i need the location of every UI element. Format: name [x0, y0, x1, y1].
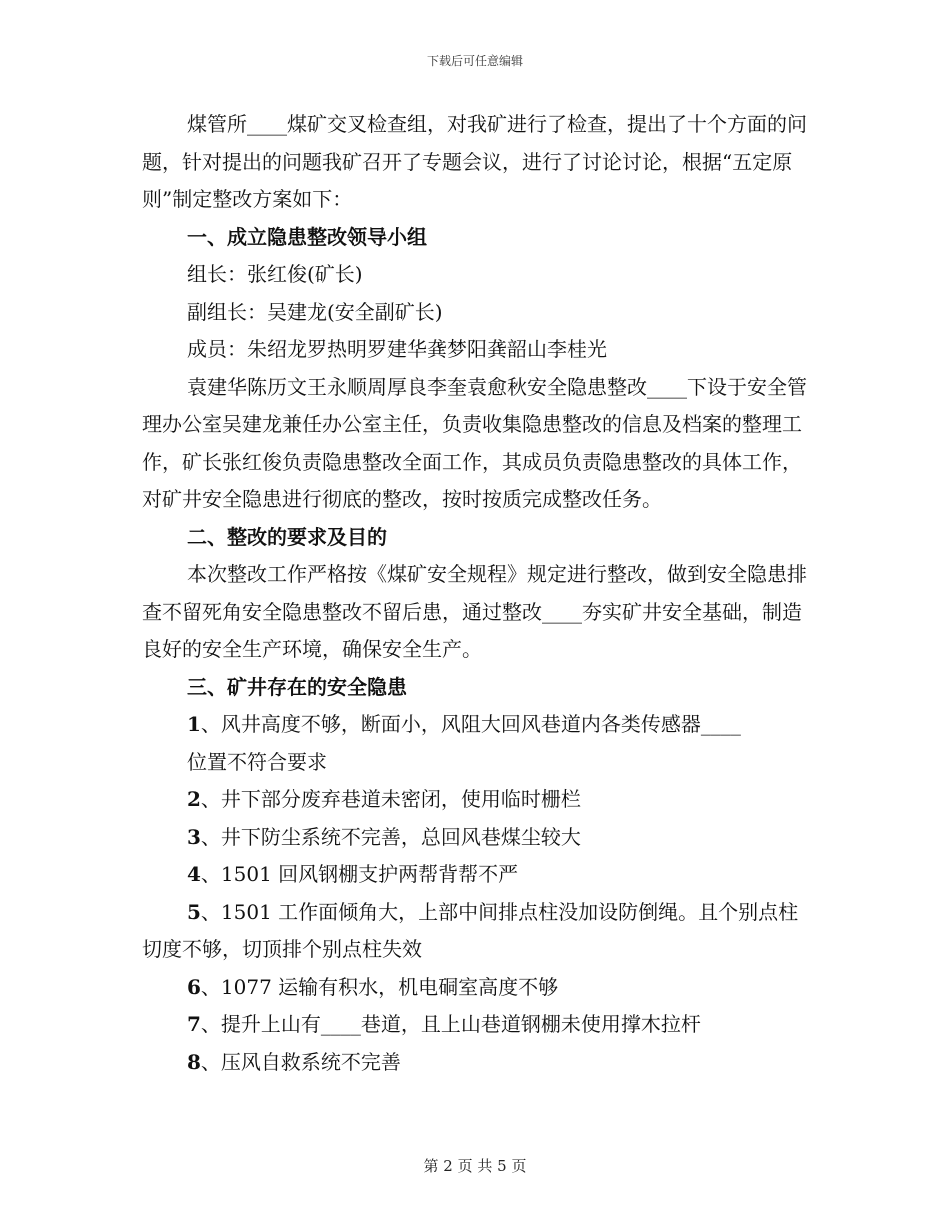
page-footer: 第 2 页 共 5 页	[423, 1157, 527, 1175]
list-item-text: 、风井高度不够，断面小，风阻大回风巷道内各类传感器____	[200, 712, 741, 736]
list-item-text: 、1501 工作面倾角大，上部中间排点柱没加设防倒绳。且个别点柱切度不够，切顶排个别点柱失效	[142, 899, 799, 961]
list-item-text: 、井下部分废弃巷道未密闭，使用临时栅栏	[200, 787, 581, 811]
list-item	[142, 1044, 812, 1082]
list-item	[142, 856, 812, 894]
page-header: 下载后可任意编辑	[426, 54, 523, 68]
deputy-leader-line: 副组长：吴建龙(安全副矿长)	[187, 299, 443, 324]
list-item-continuation: 位置不符合要求	[187, 749, 327, 774]
list-item	[142, 894, 812, 969]
list-item-text: 、1077 运输有积水，机电硐室高度不够	[200, 974, 559, 999]
list-item-text: 、井下防尘系统不完善，总回风巷煤尘较大	[200, 824, 581, 849]
list-item	[142, 781, 812, 819]
section2-paragraph: 本次整改工作严格按《煤矿安全规程》规定进行整改，做到安全隐患排查不留死角安全隐患整改不留后患，通过整改____夯实矿井安全基础，制造良好的安全生产环境，确保安全生产。	[142, 562, 807, 661]
list-item-number: 5	[187, 899, 201, 924]
list-item-number: 6	[187, 974, 201, 999]
section-heading-1: 一、成立隐患整改领导小组	[187, 224, 427, 249]
members-line: 成员：朱绍龙罗热明罗建华龚梦阳龚韶山李桂光	[187, 337, 607, 361]
section1-paragraph: 袁建华陈历文王永顺周厚良李奎袁愈秋安全隐患整改____下设于安全管理办公室吴建龙兼任办公室主任，负责收集隐患整改的信息及档案的整理工作，矿长张红俊负责隐患整改全面工作，其成员负责隐患整改的具体工作，对矿井安全隐患进行彻底的整改，按时按质完成整改任务。	[142, 374, 807, 511]
list-item-text: 、提升上山有____巷道，且上山巷道钢棚未使用撑木拉杆	[200, 1012, 701, 1036]
list-item	[142, 1006, 812, 1044]
document-body	[142, 106, 812, 1081]
list-item-number: 2	[187, 787, 201, 811]
list-item	[142, 819, 812, 857]
intro-paragraph: 煤管所____煤矿交叉检查组，对我矿进行了检查，提出了十个方面的问题，针对提出的问题我矿召开了专题会议，进行了讨论讨论，根据“五定原则”制定整改方案如下：	[142, 112, 807, 211]
section-heading-2: 二、整改的要求及目的	[187, 524, 387, 549]
list-item-number: 7	[187, 1012, 201, 1036]
list-item	[142, 969, 812, 1007]
leader-line: 组长：张红俊(矿长)	[187, 262, 363, 286]
list-item-text: 、1501 回风钢棚支护两帮背帮不严	[200, 862, 519, 886]
list-item-number: 8	[187, 1049, 201, 1074]
section-heading-3: 三、矿井存在的安全隐患	[187, 674, 407, 699]
list-item-number: 3	[187, 824, 201, 849]
list-item-number: 1	[187, 712, 201, 736]
list-item-number: 4	[187, 862, 201, 886]
list-item-text: 、压风自救系统不完善	[200, 1049, 401, 1074]
list-item	[142, 706, 812, 744]
